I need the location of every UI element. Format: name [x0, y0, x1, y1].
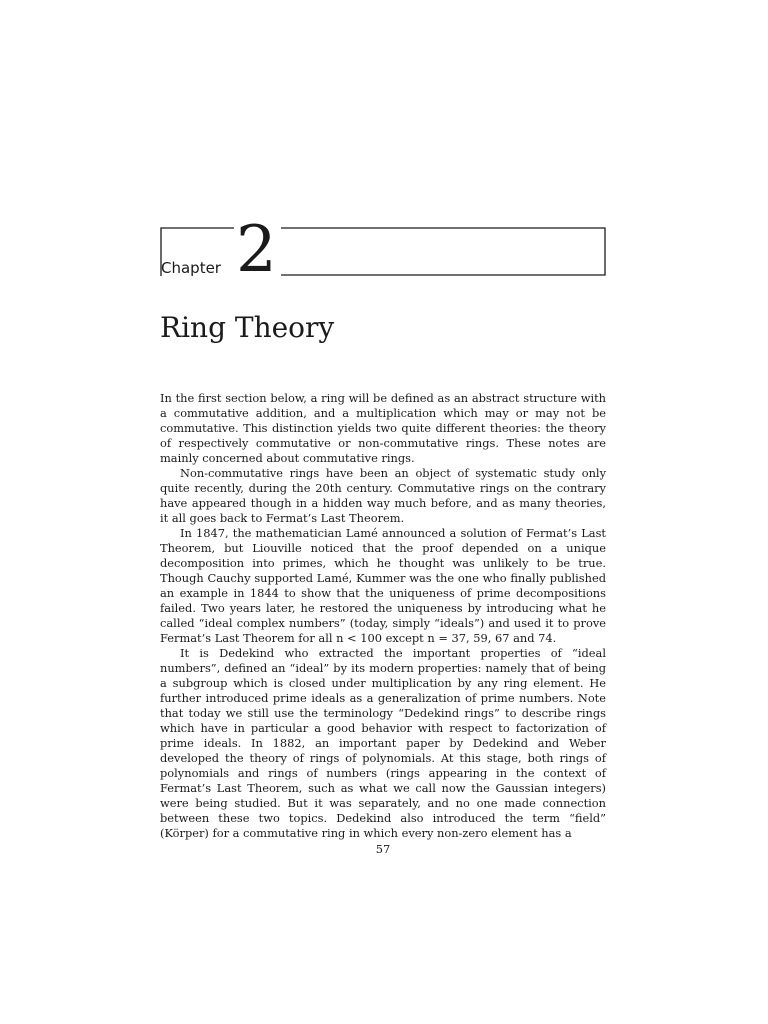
paragraph: Non-commutative rings have been an object of systematic study only quite recently, during the 20th century. Commutative rings on the contrary have appeared though in a hidden way much before, and as many theories, it all goes back to Fermat’s Last Theorem.	[160, 466, 606, 525]
chapter-label: Chapter	[161, 259, 221, 277]
paragraph: In the first section below, a ring will be defined as an abstract structure with a commutative addition, and a multiplication which may or may not be commutative. This distinction yields two quite different theories: the theory of respectively commutative or non-commutative rings. These notes are mainly concerned about commutative rings.	[160, 391, 606, 465]
chapter-frame-border	[160, 227, 606, 277]
paragraph: It is Dedekind who extracted the important properties of “ideal numbers”, defined an “ideal” by its modern properties: namely that of being a subgroup which is closed under multiplication by any ring element. He further introduced prime ideals as a generalization of prime numbers. Note that today we still use the terminology “Dedekind rings” to describe rings which have in particular a good behavior with respect to factorization of prime ideals. In 1882, an important paper by Dedekind and Weber developed the theory of rings of polynomials. At this stage, both rings of polynomials and rings of numbers (rings appearing in the context of Fermat’s Last Theorem, such as what we call now the Gaussian integers) were being studied. But it was separately, and no one made connection between these two topics. Dedekind also introduced the term “field” (Körper) for a commutative ring in which every non-zero element has a	[160, 646, 606, 840]
chapter-heading-frame	[160, 213, 606, 287]
chapter-title: Ring Theory	[160, 311, 335, 344]
body-text	[160, 391, 606, 841]
paragraph: In 1847, the mathematician Lamé announced a solution of Fermat’s Last Theorem, but Liouville noticed that the proof depended on a unique decomposition into primes, which he thought was unlikely to be true. Though Cauchy supported Lamé, Kummer was the one who finally published an example in 1844 to show that the uniqueness of prime decompositions failed. Two years later, he restored the uniqueness by introducing what he called “ideal complex numbers” (today, simply “ideals”) and used it to prove Fermat’s Last Theorem for all n < 100 except n = 37, 59, 67 and 74.	[160, 526, 606, 645]
page-number: 57	[375, 842, 391, 856]
chapter-number: 2	[234, 213, 281, 287]
